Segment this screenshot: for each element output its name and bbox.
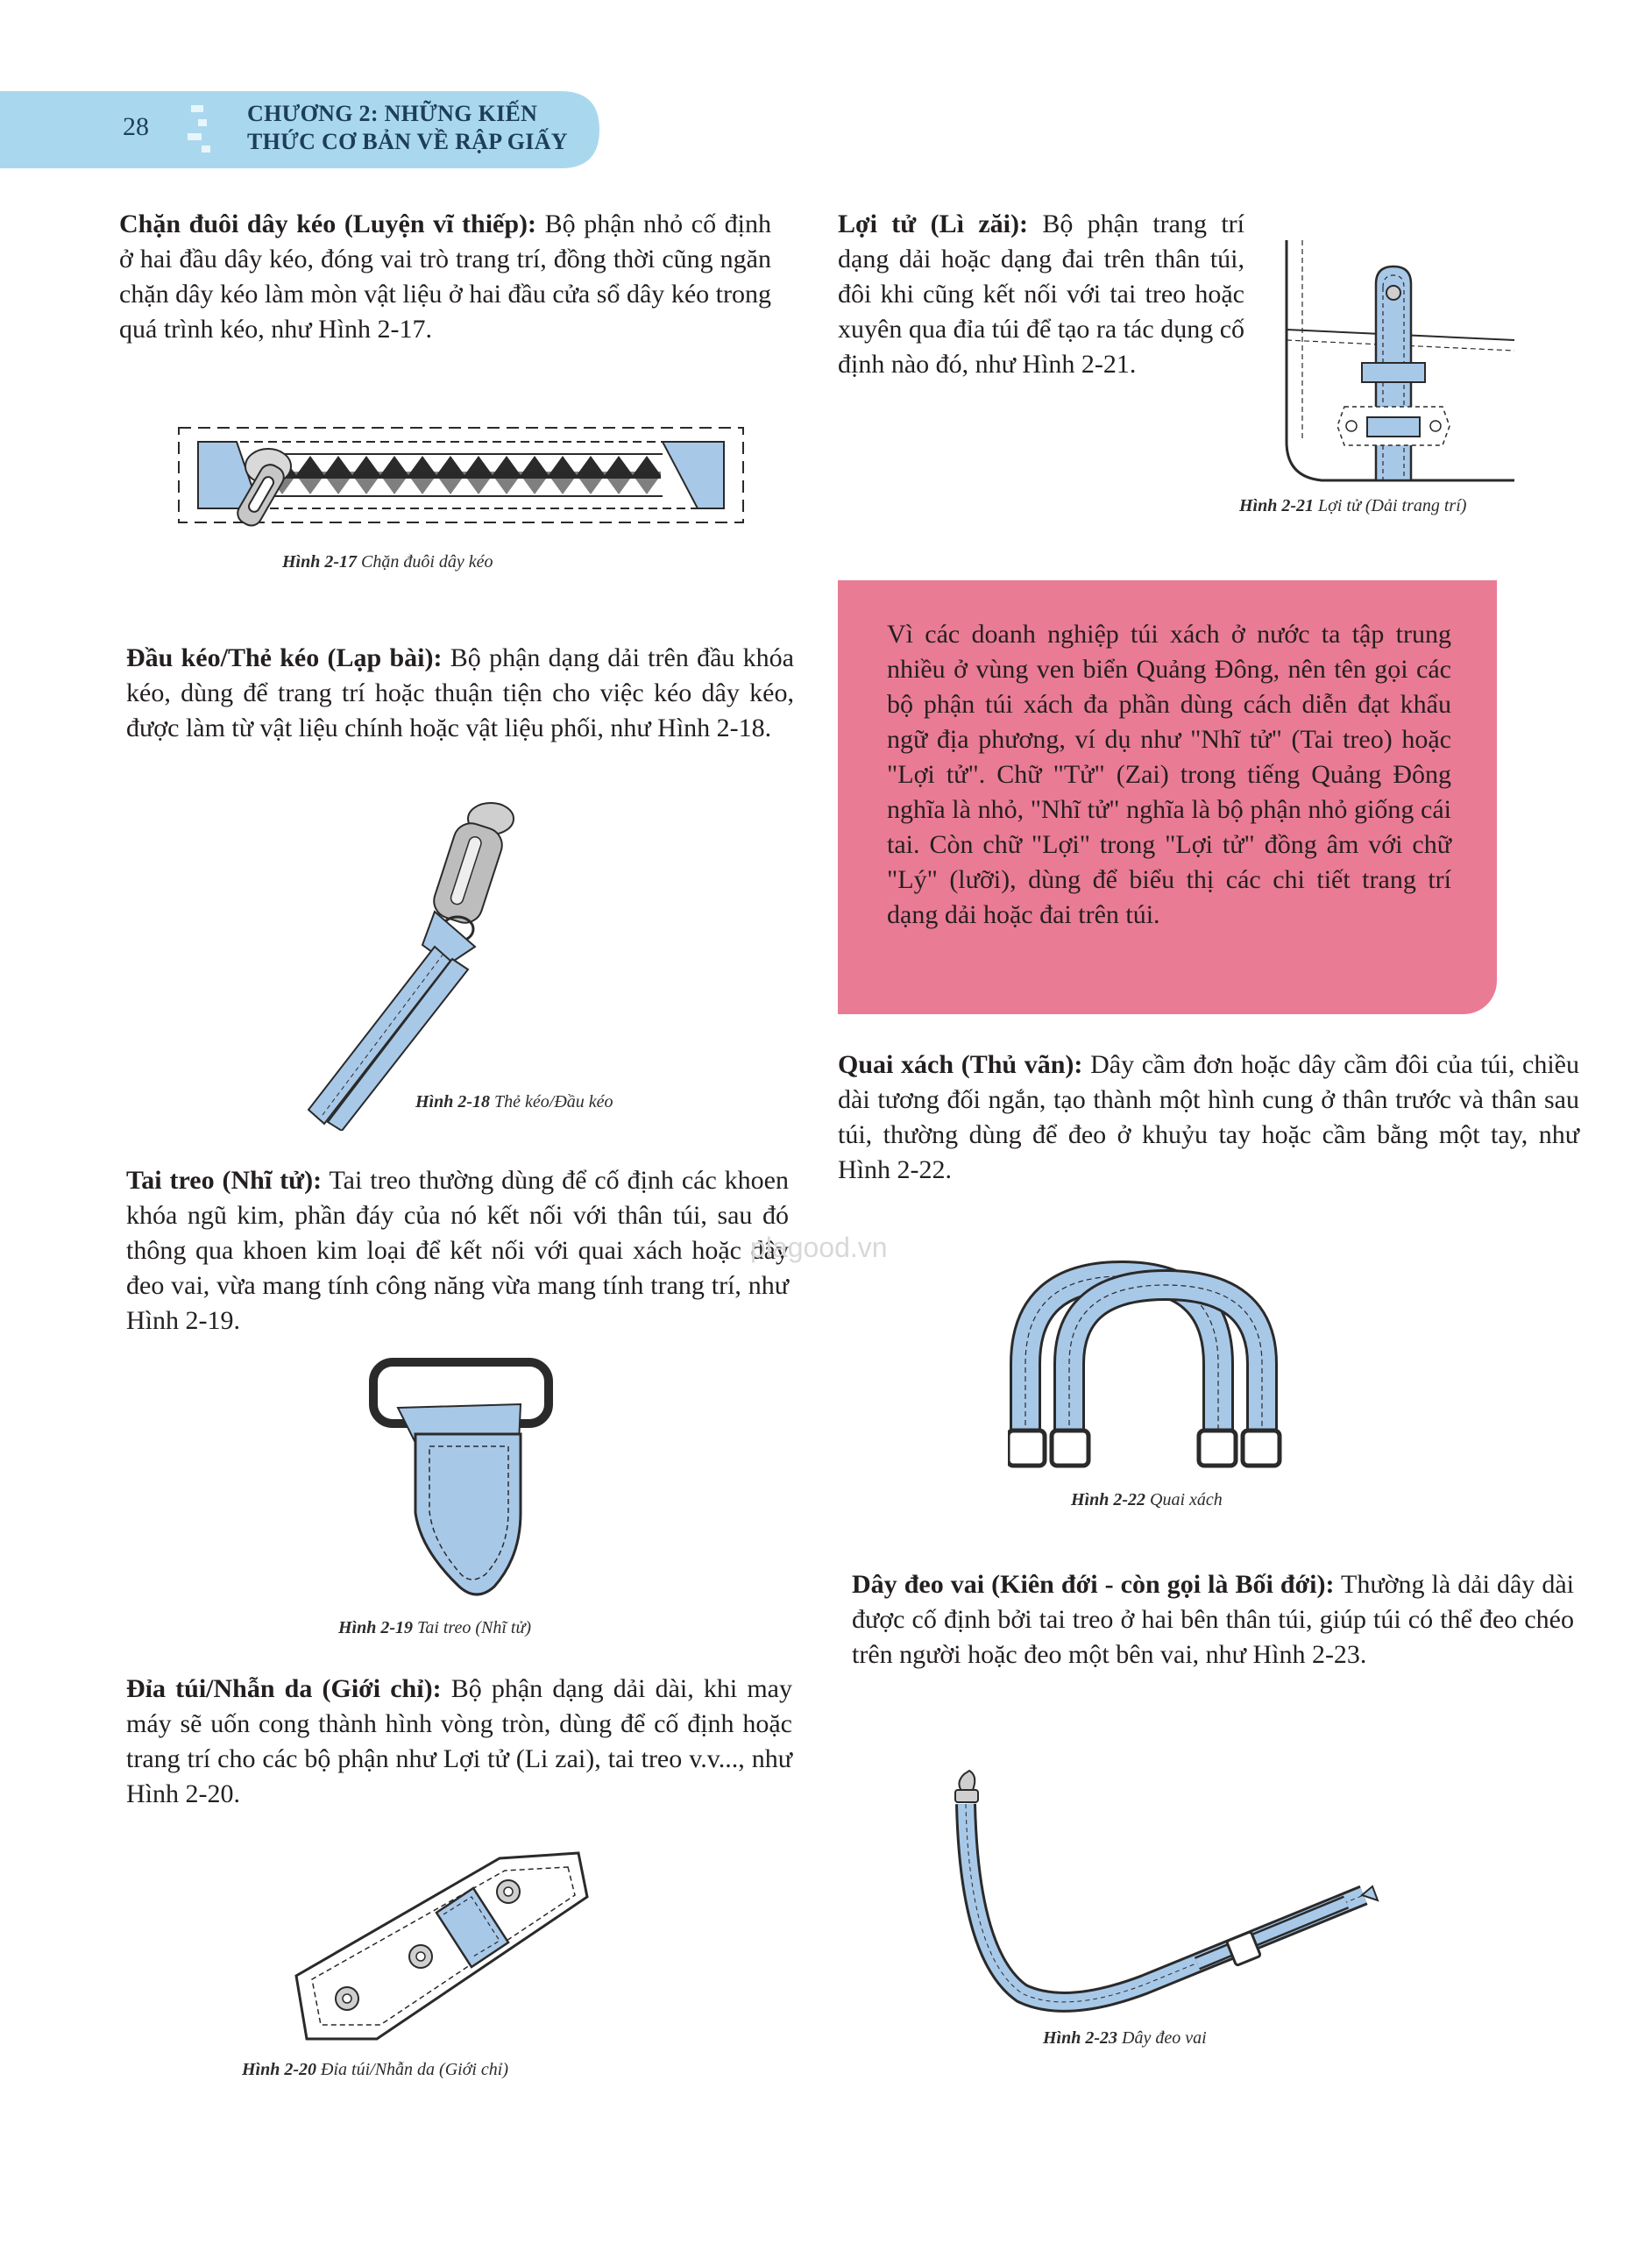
chapter-header xyxy=(0,88,605,172)
caption-2-17 xyxy=(282,552,493,572)
note-text: Vì các doanh nghiệp túi xách ở nước ta tập trung nhiều ở vùng ven biển Quảng Đông, nên tên gọi các bộ phận túi xách đa phần dùng cách diễn đạt khẩu ngữ địa phương, ví dụ như "Nhĩ tử" (Tai treo) hoặc "Lợi tử". Chữ "Tử" (Zai) trong tiếng Quảng Đông nghĩa là nhỏ, "Nhĩ tử" nghĩa là bộ phận nhỏ giống cái tai. Còn chữ "Lợi" trong "Lợi tử" đồng âm với chữ "Lý" (lưỡi), dùng để biểu thị các chi tiết trang trí dạng dải hoặc đai trên túi. xyxy=(887,620,1451,929)
caption-2-18-text: Thẻ kéo/Đầu kéo xyxy=(490,1092,613,1111)
body-handle: Dây cầm đơn hoặc dây cầm đôi của túi, chiều dài tương đối ngắn, tạo thành một hình cung ở thân trước và thân sau túi, thường dùng để đeo ở khuỷu tay hoặc cầm bằng một tay, như Hình 2-22. xyxy=(838,1050,1580,1184)
caption-2-23-text: Dây đeo vai xyxy=(1117,2028,1207,2048)
body-zipper-pull: Bộ phận dạng dải trên đầu khóa kéo, dùng để trang trí hoặc thuận tiện cho việc kéo dây kéo, được làm từ vật liệu chính hoặc vật liệu phối, như Hình 2-18. xyxy=(126,643,795,742)
term-zipper-pull: Đầu kéo/Thẻ kéo (Lạp bài): xyxy=(126,643,443,672)
chapter-title xyxy=(247,100,568,156)
zipper-slider-icon xyxy=(429,803,514,927)
paragraph-zipper-pull xyxy=(126,641,794,746)
caption-2-21-number: Hình 2-21 xyxy=(1239,496,1315,515)
body-shoulder-strap: Thường là dải dây dài được cố định bởi tai treo ở hai bên thân túi, giúp túi có thể đeo chéo trên người hoặc đeo một bên vai, như Hình 2-23. xyxy=(852,1570,1574,1669)
figure-2-21-decor-strip xyxy=(1283,231,1514,486)
watermark: plagood.vn xyxy=(750,1232,888,1263)
note-box xyxy=(838,580,1497,1014)
paragraph-tab xyxy=(126,1163,789,1339)
term-loop: Đỉa túi/Nhẫn da (Giới chỉ): xyxy=(126,1674,442,1703)
paragraph-shoulder-strap xyxy=(852,1567,1574,1672)
term-tab: Tai treo (Nhĩ tử): xyxy=(126,1166,323,1195)
caption-2-23 xyxy=(1043,2028,1207,2049)
swivel-hook-icon xyxy=(955,1771,978,1802)
caption-2-20-number: Hình 2-20 xyxy=(242,2060,317,2079)
term-handle: Quai xách (Thủ vãn): xyxy=(838,1050,1083,1079)
figure-2-20-loop xyxy=(289,1844,596,2051)
body-tab: Tai treo thường dùng để cố định các khoen khóa ngũ kim, phần đáy của nó kết nối với thân túi, sau đó thông qua khoen kim loại để kết nối với quai xách hoặc dây đeo vai, vừa mang tính công năng vừa mang tính trang trí, như Hình 2-19. xyxy=(126,1166,789,1335)
rivet-icon xyxy=(1386,286,1400,300)
paragraph-loop xyxy=(126,1672,792,1812)
caption-2-21 xyxy=(1239,496,1466,516)
caption-2-19-number: Hình 2-19 xyxy=(338,1618,414,1637)
caption-2-20 xyxy=(242,2060,508,2080)
page-number: 28 xyxy=(123,112,149,141)
caption-2-22 xyxy=(1071,1490,1223,1510)
caption-2-22-text: Quai xách xyxy=(1145,1490,1223,1509)
caption-2-17-number: Hình 2-17 xyxy=(282,552,358,572)
body-zipper-stop: Bộ phận nhỏ cố định ở hai đầu dây kéo, đóng vai trò trang trí, đồng thời cũng ngăn chặn dây kéo làm mòn vật liệu ở hai đầu cửa sổ dây kéo trong quá trình kéo, như Hình 2-17. xyxy=(119,209,771,344)
caption-2-23-number: Hình 2-23 xyxy=(1043,2028,1118,2048)
figure-2-19-tab xyxy=(363,1355,573,1609)
body-decor-strip: Bộ phận trang trí dạng dải hoặc dạng đai trên thân túi, đôi khi cũng kết nối với tai treo hoặc xuyên qua đỉa túi để tạo ra tác dụng cố định nào đó, như Hình 2-21. xyxy=(838,209,1245,379)
figure-2-23-shoulder-strap xyxy=(943,1764,1381,2018)
caption-2-17-text: Chặn đuôi dây kéo xyxy=(357,552,493,572)
term-shoulder-strap: Dây đeo vai (Kiên đới - còn gọi là Bối đới): xyxy=(852,1570,1335,1599)
chapter-title-line1: CHƯƠNG 2: NHỮNG KIẾN xyxy=(247,101,538,126)
figure-2-22-handle xyxy=(1008,1259,1288,1478)
caption-2-19-text: Tai treo (Nhĩ tử) xyxy=(413,1618,532,1637)
term-zipper-stop: Chặn đuôi dây kéo (Luyện vĩ thiếp): xyxy=(119,209,537,238)
chapter-title-line2: THỨC CƠ BẢN VỀ RẬP GIẤY xyxy=(247,129,568,154)
caption-2-20-text: Đỉa túi/Nhẫn da (Giới chỉ) xyxy=(316,2060,509,2079)
caption-2-19 xyxy=(338,1618,531,1638)
paragraph-handle xyxy=(838,1047,1579,1188)
term-decor-strip: Lợi tử (Lì zăi): xyxy=(838,209,1028,238)
caption-2-18 xyxy=(415,1092,613,1112)
caption-2-22-number: Hình 2-22 xyxy=(1071,1490,1146,1509)
buckle-icon xyxy=(1008,1431,1280,1466)
figure-2-17-zipper-stop xyxy=(172,419,750,533)
paragraph-decor-strip xyxy=(838,207,1244,382)
body-loop: Bộ phận dạng dải dài, khi may máy sẽ uốn cong thành hình vòng tròn, dùng để cố định hoặc trang trí cho các bộ phận như Lợi tử (Li zai), tai treo v.v..., như Hình 2-20. xyxy=(126,1674,792,1808)
caption-2-18-number: Hình 2-18 xyxy=(415,1092,491,1111)
caption-2-21-text: Lợi tử (Dải trang trí) xyxy=(1314,496,1467,515)
paragraph-zipper-stop xyxy=(119,207,771,347)
figure-2-18-zipper-pull xyxy=(303,798,636,1131)
